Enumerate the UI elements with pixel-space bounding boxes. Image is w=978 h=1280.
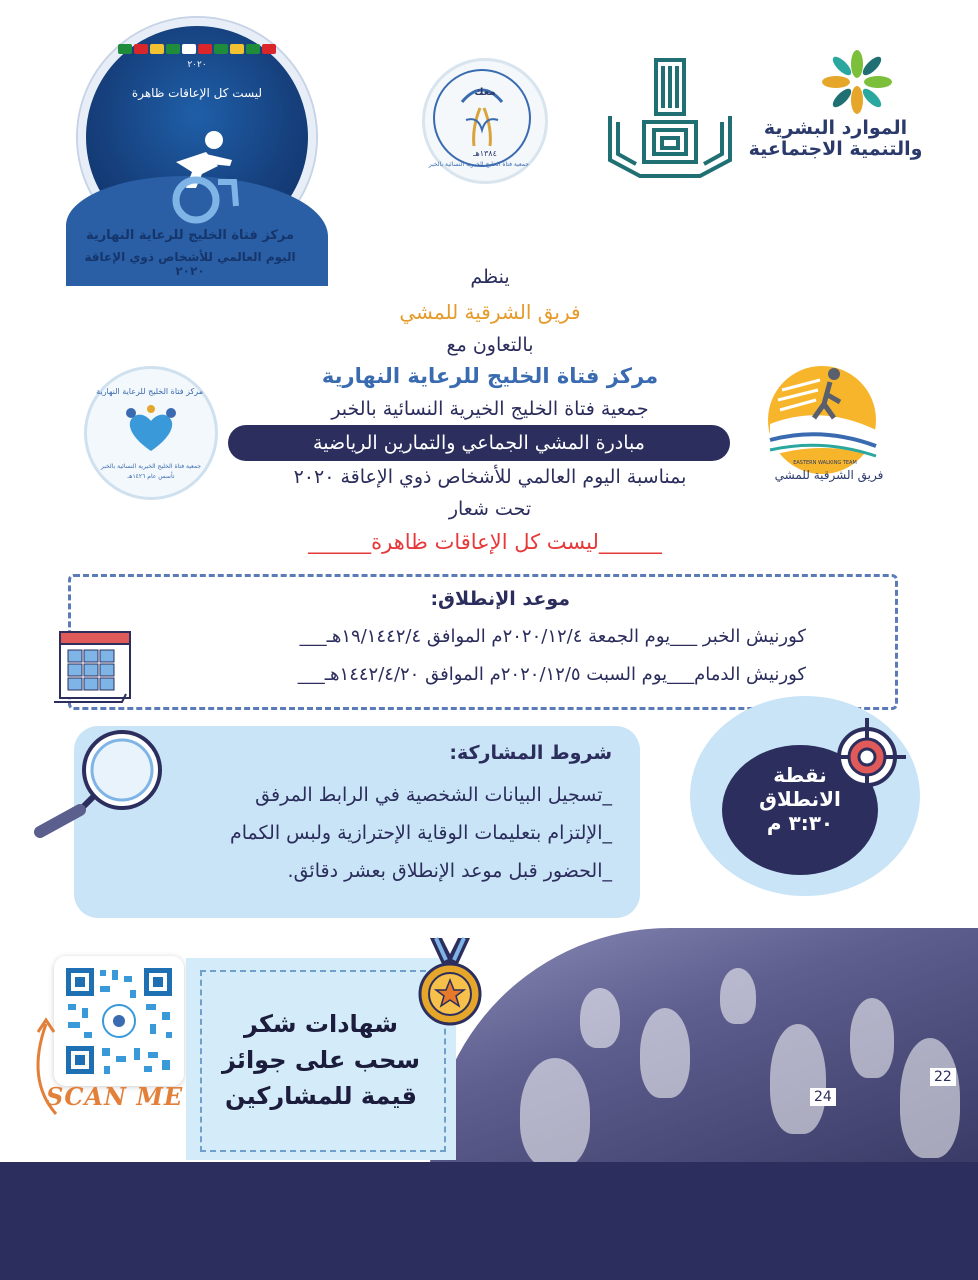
badge-caption-day: اليوم العالمي للأشخاص ذوي الإعاقة ٢٠٢٠ <box>84 250 296 278</box>
center-logo-founded: تأسس عام ١٤٢٦هـ <box>127 473 175 480</box>
intro-team: فريق الشرقية للمشي <box>399 300 581 324</box>
start-point-time: ٣:٣٠ م <box>766 811 834 835</box>
association-logo <box>422 58 548 184</box>
intro-slogan: ______ليست كل الإعاقات ظاهرة______ <box>308 530 662 554</box>
badge-slogan: ليست كل الإعاقات ظاهرة <box>131 86 263 100</box>
participants-photo <box>430 928 978 1168</box>
condition-item: _تسجيل البيانات الشخصية في الرابط المرفق <box>255 784 612 806</box>
eastern-province-logo-icon <box>604 56 736 180</box>
center-logo-ring: مركز فتاة الخليج للرعاية النهارية <box>96 387 203 396</box>
start-point-line-1: نقطة <box>773 763 827 787</box>
prizes-line-1: شهادات شكر <box>244 1010 398 1038</box>
condition-item: _الإلتزام بتعليمات الوقاية الإحترازية ولبس الكمام <box>230 822 612 844</box>
center-logo <box>84 366 218 500</box>
condition-item: _الحضور قبل موعد الإنطلاق بعشر دقائق. <box>287 860 612 882</box>
start-date-line-dammam: كورنيش الدمام___يوم السبت ٢٠٢٠/١٢/٥م الموافق ١٤٤٢/٤/٢٠هـ___ <box>297 664 806 685</box>
intro-association: جمعية فتاة الخليج الخيرية النسائية بالخبر <box>331 398 649 420</box>
calendar-icon <box>52 628 132 706</box>
walking-team-logo <box>760 360 894 494</box>
bib-number: 24 <box>810 1088 836 1106</box>
ministry-star-icon <box>822 50 892 114</box>
flags-row <box>86 44 308 58</box>
association-logo-year: ١٣٨٤هـ <box>473 149 497 158</box>
prizes-line-3: قيمة للمشاركين <box>224 1082 417 1110</box>
target-icon <box>826 716 908 798</box>
magnifier-icon <box>30 720 170 840</box>
association-logo-ring: جمعية فتاة الخليج الخيرية النسائية بالخبر <box>428 161 529 168</box>
ministry-logo-text <box>748 118 923 160</box>
prizes-line-2: سحب على جوائز <box>222 1046 420 1074</box>
walking-team-ar: فريق الشرقية للمشي <box>774 468 884 482</box>
start-date-line-khobar: كورنيش الخبر ___يوم الجمعة ٢٠٢٠/١٢/٤م الموافق ١٩/١٤٤٢/٤هـ___ <box>299 626 806 647</box>
center-logo-association: جمعية فتاة الخليج الخيرية النسائية بالخبر <box>100 463 202 470</box>
association-logo-top: معك <box>474 87 496 98</box>
medal-icon <box>412 938 488 1028</box>
start-date-title: موعد الإنطلاق: <box>430 588 570 610</box>
intro-under: تحت شعار <box>448 498 532 520</box>
intro-occasion: بمناسبة اليوم العالمي للأشخاص ذوي الإعاقة ٢٠٢٠ <box>293 466 687 488</box>
badge-year: ٢٠٢٠ <box>187 60 207 70</box>
hands-heart-icon <box>117 403 185 457</box>
ministry-line-2: والتنمية الاجتماعية <box>748 137 923 160</box>
event-badge <box>78 18 316 256</box>
conditions-title: شروط المشاركة: <box>449 742 612 764</box>
intro-organizes: ينظم <box>470 266 510 288</box>
start-point-line-2: الانطلاق <box>759 787 841 811</box>
walking-team-en: EASTERN WALKING TEAM <box>793 460 857 466</box>
scan-me-label: SCAN ME <box>46 1082 184 1111</box>
intro-with: بالتعاون مع <box>446 334 534 356</box>
intro-center: مركز فتاة الخليج للرعاية النهارية <box>321 364 659 388</box>
ministry-line-1: الموارد البشرية <box>763 117 908 139</box>
wheelchair-runner-icon <box>156 126 246 226</box>
association-emblem-icon <box>422 58 542 178</box>
initiative-pill: مبادرة المشي الجماعي والتمارين الرياضية <box>228 425 730 461</box>
badge-caption-center: مركز فتاة الخليج للرعاية النهارية <box>85 228 295 243</box>
footer-band <box>0 1162 978 1280</box>
bib-number: 22 <box>930 1068 956 1086</box>
